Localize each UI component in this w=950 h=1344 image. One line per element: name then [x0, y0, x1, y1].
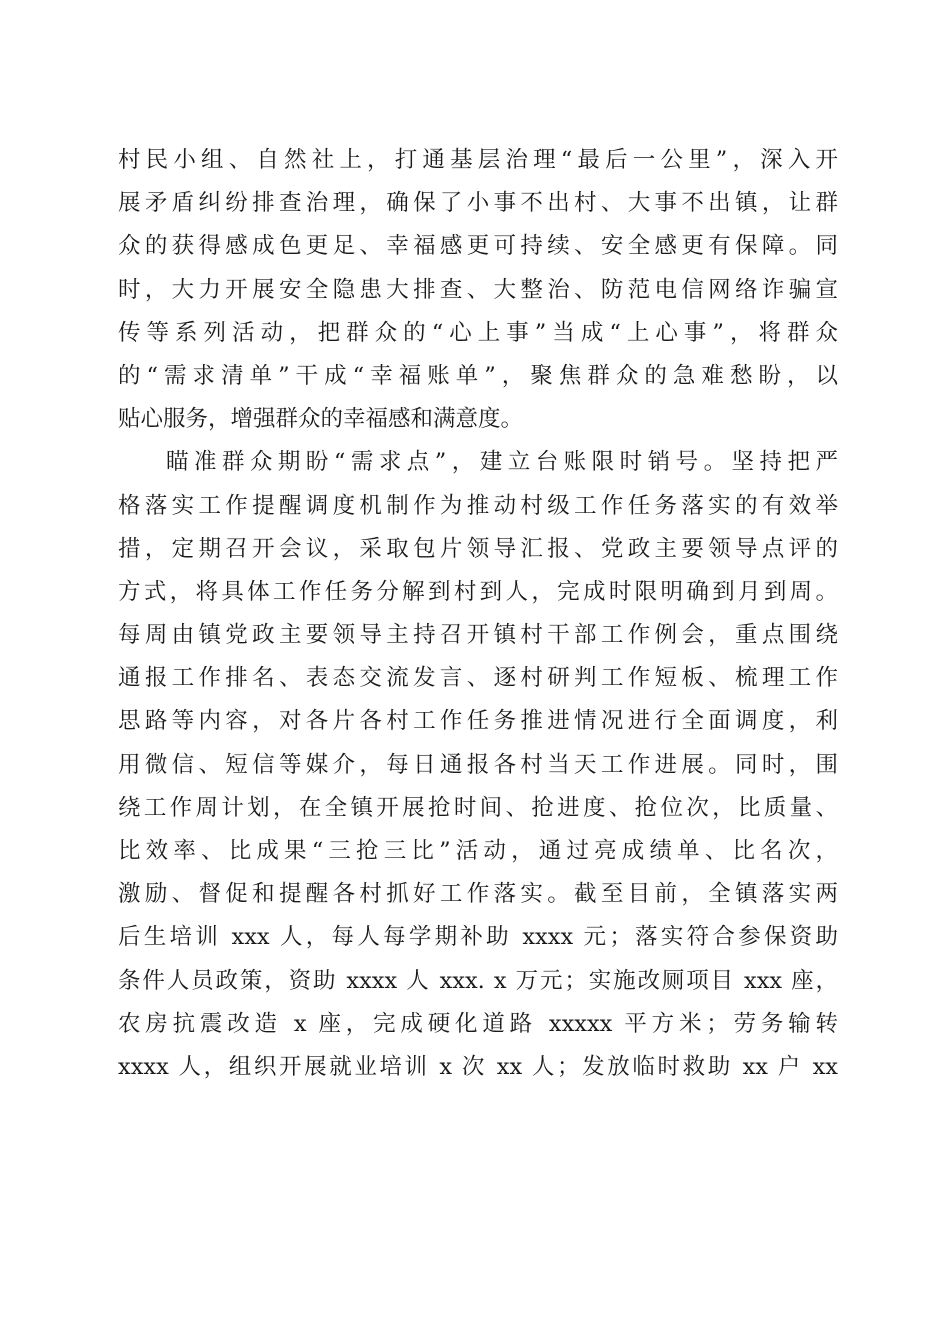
text-line: 众的获得感成色更足、幸福感更可持续、安全感更有保障。同 [118, 233, 838, 260]
text-line: 村民小组、自然社上，打通基层治理“最后一公里”，深入开 [118, 147, 838, 173]
paragraph-1 [118, 139, 838, 441]
text-line: 瞄准群众期盼“需求点”，建立台账限时销号。坚持把严 [166, 449, 838, 476]
text-line: 措，定期召开会议，采取包片领导汇报、党政主要领导点评的 [118, 535, 838, 562]
text-line: 方式，将具体工作任务分解到村到人，完成时限明确到月到周。 [118, 578, 838, 605]
text-line: 每周由镇党政主要领导主持召开镇村干部工作例会，重点围绕 [118, 622, 838, 649]
text-line: 用微信、短信等媒介，每日通报各村当天工作进展。同时，围 [118, 751, 838, 778]
text-line: 贴心服务，增强群众的幸福感和满意度。 [118, 406, 524, 433]
text-line: 思路等内容，对各片各村工作任务推进情况进行全面调度，利 [118, 708, 838, 735]
text-line: 比效率、比成果“三抢三比”活动，通过亮成绩单、比名次， [118, 838, 838, 864]
body-text [118, 139, 838, 1089]
text-line: 农房抗震改造 x 座，完成硬化道路 xxxxx 平方米；劳务输转 [118, 1010, 838, 1037]
text-line: 格落实工作提醒调度机制作为推动村级工作任务落实的有效举 [118, 492, 838, 519]
text-line: 激励、督促和提醒各村抓好工作落实。截至目前，全镇落实两 [118, 881, 838, 908]
text-line: 条件人员政策，资助 xxxx 人 xxx. x 万元；实施改厕项目 xxx 座， [118, 967, 838, 994]
paragraph-2 [118, 441, 838, 1089]
text-line: 通报工作排名、表态交流发言、逐村研判工作短板、梳理工作 [118, 665, 838, 692]
text-line: 展矛盾纠纷排查治理，确保了小事不出村、大事不出镇，让群 [118, 190, 838, 217]
text-line: 的“需求清单”干成“幸福账单”，聚焦群众的急难愁盼，以 [118, 362, 838, 389]
text-line: 后生培训 xxx 人，每人每学期补助 xxxx 元；落实符合参保资助 [118, 924, 838, 951]
text-line: 传等系列活动，把群众的“心上事”当成“上心事”，将群众 [118, 319, 838, 346]
text-line: 绕工作周计划，在全镇开展抢时间、抢进度、抢位次，比质量、 [118, 794, 838, 821]
text-line: xxxx 人，组织开展就业培训 x 次 xx 人；发放临时救助 xx 户 xx [118, 1053, 838, 1080]
text-line: 时，大力开展安全隐患大排查、大整治、防范电信网络诈骗宣 [118, 276, 838, 303]
